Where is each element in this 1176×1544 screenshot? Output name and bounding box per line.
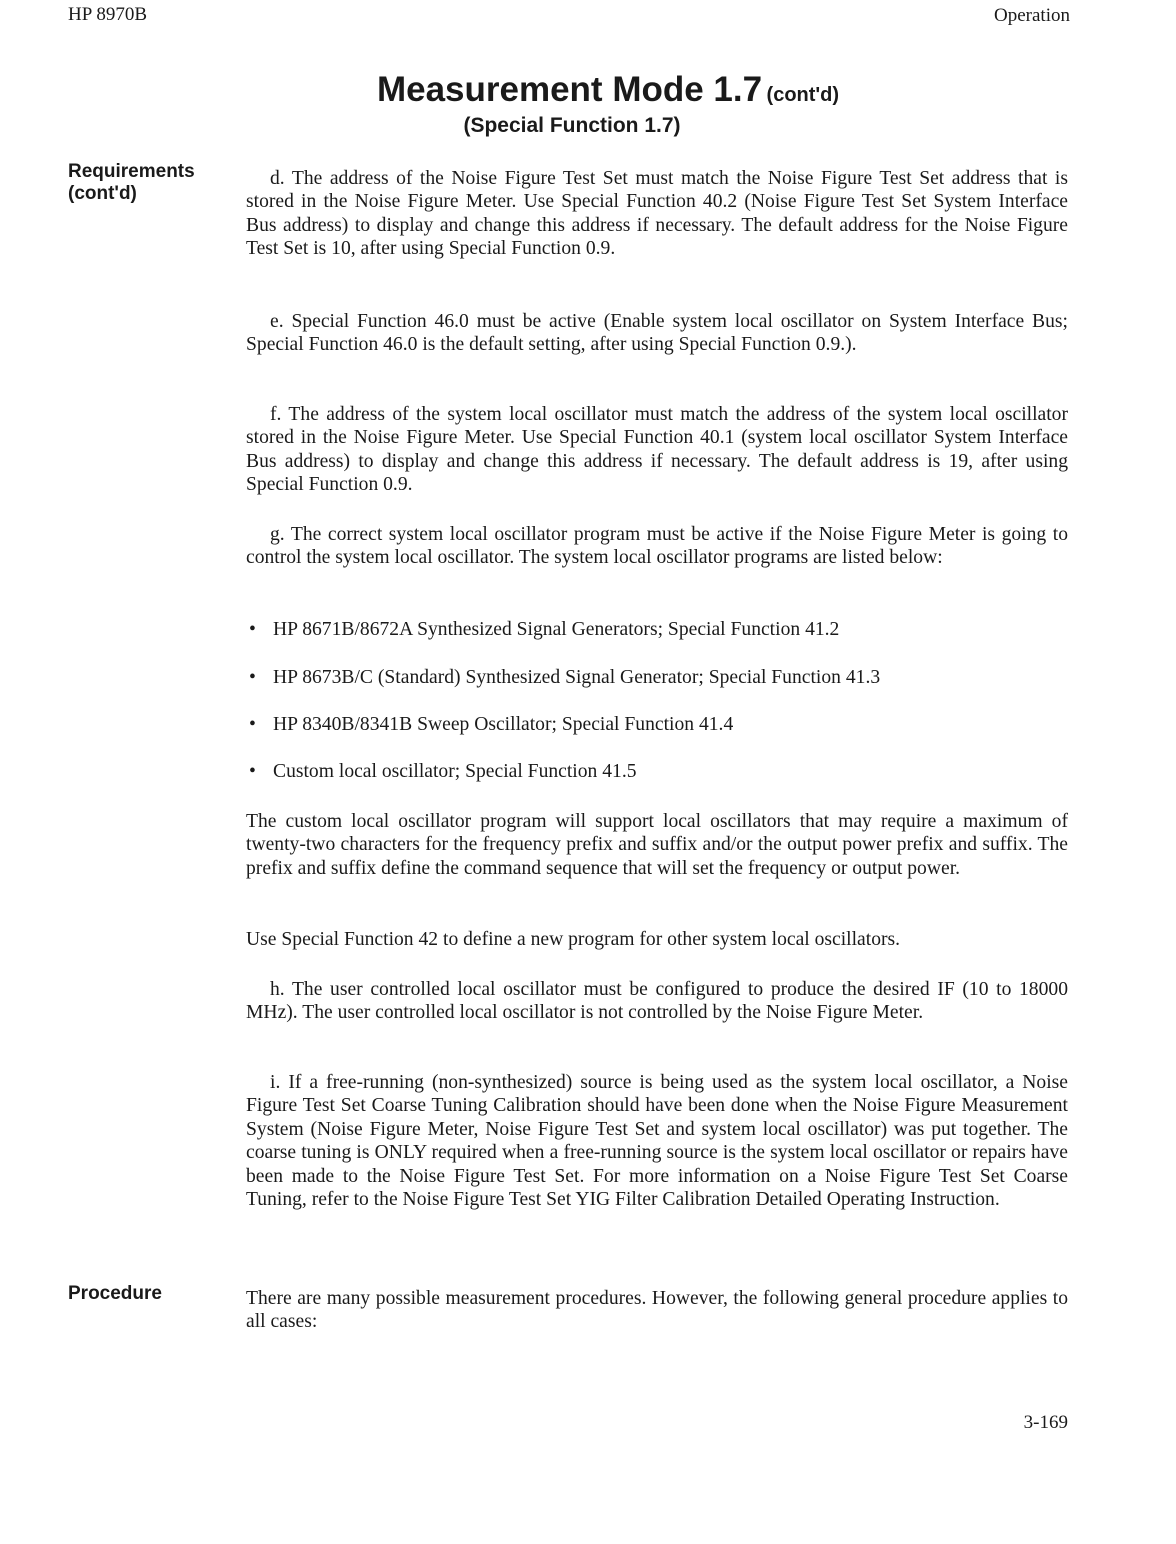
paragraph-custom-text: The custom local oscillator program will support local oscillators that may require a maximum of twenty-two characters for the frequency prefix and suffix and/or the output power prefix and suffix. The prefix and suffix define the command sequence that will set the frequency or output power. <box>246 811 1068 879</box>
paragraph-h-text: h. The user controlled local oscillator must be configured to produce the desired IF (10 to 18000 MHz). The user controlled local oscillator is not controlled by the Noise Figure Meter. <box>246 979 1068 1024</box>
side-heading-requirements-line2: (cont'd) <box>68 183 137 204</box>
page-number: 3-169 <box>1023 1412 1068 1433</box>
paragraph-procedure <box>246 1287 1068 1334</box>
header-model: HP 8970B <box>68 4 148 25</box>
bullet-list <box>246 713 1068 736</box>
page-title-main: Measurement Mode 1.7 <box>376 70 763 109</box>
paragraph-sf42-text: Use Special Function 42 to define a new program for other system local oscillators. <box>246 929 901 950</box>
list-item-text: HP 8671B/8672A Synthesized Signal Generators; Special Function 41.2 <box>273 619 840 640</box>
paragraph-d-text: d. The address of the Noise Figure Test Set must match the Noise Figure Test Set address that is stored in the Noise Figure Meter. Use Special Function 40.2 (Noise Figure Test Set System Interface Bus address) to display and change this address if necessary. The default address for the Noise Figure Test Set is 10, after using Special Function 0.9. <box>246 168 1068 260</box>
list-item <box>246 666 1068 689</box>
list-item-text: HP 8340B/8341B Sweep Oscillator; Special Function 41.4 <box>273 714 734 735</box>
paragraph-g-text: g. The correct system local oscillator program must be active if the Noise Figure Meter is going to control the system local oscillator. The system local oscillator programs are listed below: <box>246 524 1068 569</box>
bullet-icon: • <box>249 619 256 640</box>
paragraph-d <box>246 167 1068 261</box>
list-item-text: Custom local oscillator; Special Function 41.5 <box>273 761 637 782</box>
bullet-list <box>246 618 1068 641</box>
paragraph-procedure-text: There are many possible measurement procedures. However, the following general procedure applies to all cases: <box>246 1288 1068 1333</box>
page-subtitle: (Special Function 1.7) <box>463 114 681 137</box>
paragraph-e <box>246 310 1068 357</box>
paragraph-f-text: f. The address of the system local oscillator must match the address of the system local oscillator stored in the Noise Figure Meter. Use Special Function 40.1 (system local oscillator System Interface Bus address) to display and change this address if necessary. The default address is 19, after using Special Function 0.9. <box>246 404 1068 496</box>
side-heading-procedure: Procedure <box>68 1283 162 1304</box>
paragraph-h <box>246 978 1068 1025</box>
bullet-list <box>246 666 1068 689</box>
paragraph-sf42 <box>246 928 1068 951</box>
header-section: Operation <box>994 5 1070 26</box>
paragraph-e-text: e. Special Function 46.0 must be active (Enable system local oscillator on System Interface Bus; Special Function 46.0 is the default setting, after using Special Function 0.9.). <box>246 311 1068 356</box>
paragraph-g <box>246 523 1068 570</box>
paragraph-custom <box>246 810 1068 880</box>
list-item-text: HP 8673B/C (Standard) Synthesized Signal Generator; Special Function 41.3 <box>273 667 881 688</box>
side-heading-requirements <box>68 161 195 205</box>
bullet-list <box>246 760 1068 783</box>
list-item <box>246 760 1068 783</box>
list-item <box>246 618 1068 641</box>
bullet-icon: • <box>249 761 256 782</box>
side-heading-requirements-line1: Requirements <box>68 161 195 182</box>
paragraph-i <box>246 1071 1068 1211</box>
bullet-icon: • <box>249 714 256 735</box>
paragraph-i-text: i. If a free-running (non-synthesized) source is being used as the system local oscillator, a Noise Figure Test Set Coarse Tuning Calibration should have been done when the Noise Figure Measurement System (Noise Figure Meter, Noise Figure Test Set and system local oscillator) was put together. The coarse tuning is ONLY required when a free-running source is the system local oscillator or repairs have been made to the Noise Figure Test Set. For more information on a Noise Figure Test Set Coarse Tuning, refer to the Noise Figure Test Set YIG Filter Calibration Detailed Operating Instruction. <box>246 1072 1068 1211</box>
page-title-contd: (cont'd) <box>766 84 840 106</box>
page-title <box>0 70 1176 110</box>
list-item <box>246 713 1068 736</box>
paragraph-f <box>246 403 1068 497</box>
bullet-icon: • <box>249 667 256 688</box>
